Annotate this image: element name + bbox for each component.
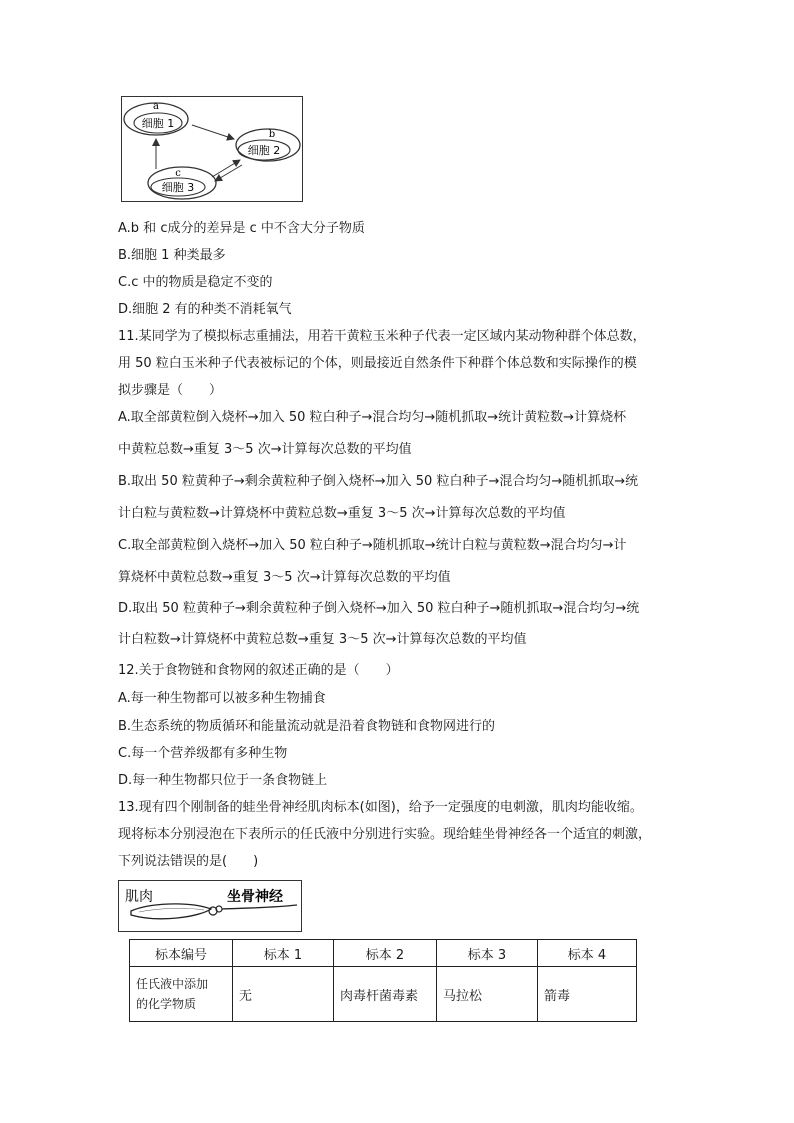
q13-stem-line-1: 13.现有四个刚制备的蛙坐骨神经肌肉标本(如图)，给予一定强度的电刺激，肌肉均能收缩。	[118, 800, 643, 815]
q11-option-d-line-2: 计白粒数→计算烧杯中黄粒总数→重复 3～5 次→计算每次总数的平均值	[118, 632, 527, 647]
row-label-line-2: 的化学物质	[136, 997, 197, 1011]
q11-option-c-line-2: 算烧杯中黄粒总数→重复 3～5 次→计算每次总数的平均值	[118, 570, 451, 585]
q11-option-b-line-1: B.取出 50 粒黄种子→剩余黄粒种子倒入烧杯→加入 50 粒白种子→混合均匀→随机抓取→统	[118, 474, 639, 489]
cell-c-letter: c	[175, 168, 181, 179]
q11-option-a-line-2: 中黄粒总数→重复 3～5 次→计算每次总数的平均值	[118, 442, 412, 457]
q12-stem: 12.关于食物链和食物网的叙述正确的是（ ）	[118, 663, 399, 678]
cell-diagram-svg	[122, 97, 301, 200]
q11-option-a-line-1: A.取全部黄粒倒入烧杯→加入 50 粒白种子→混合均匀→随机抓取→统计黄粒数→计算烧杯	[118, 410, 627, 425]
q10-option-a: A.b 和 c成分的差异是 c 中不含大分子物质	[118, 221, 365, 236]
q12-option-d: D.每一种生物都只位于一条食物链上	[118, 773, 328, 788]
cell-b-letter: b	[268, 129, 276, 140]
q11-stem-line-2: 用 50 粒白玉米种子代表被标记的个体，则最接近自然条件下种群个体总数和实际操作的模	[118, 356, 637, 371]
q13-stem-line-3: 下列说法错误的是( )	[118, 854, 259, 869]
table-row	[130, 967, 637, 1022]
table-header-cell: 标本 3	[437, 940, 538, 967]
row-label-line-1: 任氏液中添加	[136, 977, 209, 991]
q11-option-b-line-2: 计白粒与黄粒数→计算烧杯中黄粒总数→重复 3～5 次→计算每次总数的平均值	[118, 506, 566, 521]
table-header-cell: 标本 2	[334, 940, 437, 967]
q10-option-d: D.细胞 2 有的种类不消耗氧气	[118, 302, 292, 317]
table-header-row	[130, 940, 637, 967]
cell-c-label: 细胞 3	[161, 181, 195, 194]
table-header-cell: 标本 1	[233, 940, 334, 967]
nerve-label: 坐骨神经	[227, 889, 283, 905]
table-row-label	[130, 967, 233, 1022]
specimen-table	[129, 939, 637, 1022]
table-header-cell: 标本编号	[130, 940, 233, 967]
specimen-svg	[119, 881, 300, 930]
q11-option-d-line-1: D.取出 50 粒黄种子→剩余黄粒种子倒入烧杯→加入 50 粒白种子→随机抓取→混合均匀→统	[118, 601, 640, 616]
q13-stem-line-2: 现将标本分别浸泡在下表所示的任氏液中分别进行实验。现给蛙坐骨神经各一个适宜的刺激，	[118, 827, 652, 842]
table-header-cell: 标本 4	[538, 940, 637, 967]
q12-option-b: B.生态系统的物质循环和能量流动就是沿着食物链和食物网进行的	[118, 719, 496, 734]
q10-option-c: C.c 中的物质是稳定不变的	[118, 275, 273, 290]
q10-option-b: B.细胞 1 种类最多	[118, 248, 226, 263]
table-cell: 肉毒杆菌毒素	[334, 967, 437, 1022]
q12-option-a: A.每一种生物都可以被多种生物捕食	[118, 691, 326, 706]
cell-b-label: 细胞 2	[247, 144, 281, 157]
sciatic-nerve-line	[222, 905, 297, 909]
table-cell: 箭毒	[538, 967, 637, 1022]
q12-option-c: C.每一个营养级都有多种生物	[118, 746, 288, 761]
cell-relationship-diagram	[121, 96, 303, 202]
arrow-a-to-b	[192, 125, 234, 139]
table-cell: 无	[233, 967, 334, 1022]
cell-a-label: 细胞 1	[141, 117, 175, 130]
q11-stem-line-1: 11.某同学为了模拟标志重捕法，用若干黄粒玉米种子代表一定区域内某动物种群个体总数，	[118, 329, 646, 344]
muscle-label: 肌肉	[125, 889, 153, 905]
cell-a-letter: a	[153, 101, 159, 112]
q11-stem-line-3: 拟步骤是（ ）	[118, 383, 223, 398]
table-cell: 马拉松	[437, 967, 538, 1022]
q11-option-c-line-1: C.取全部黄粒倒入烧杯→加入 50 粒白种子→随机抓取→统计白粒与黄粒数→混合均匀→计	[118, 538, 627, 553]
nerve-muscle-specimen-figure	[118, 880, 302, 932]
